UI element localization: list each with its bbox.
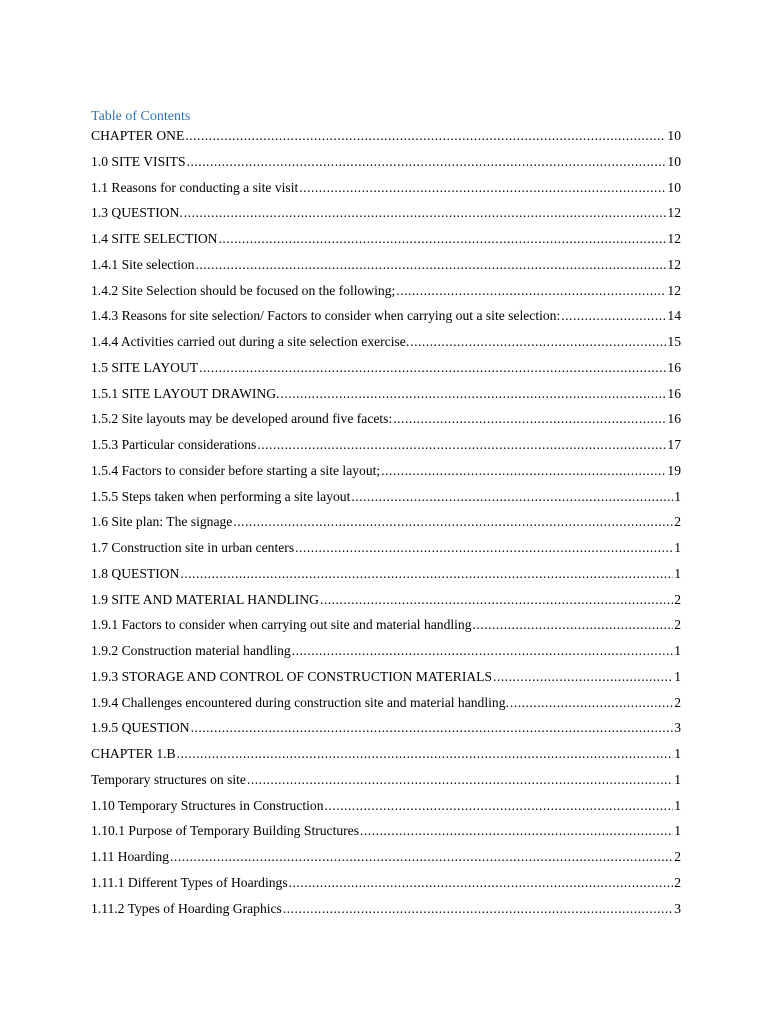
toc-entry[interactable] bbox=[91, 538, 681, 564]
toc-entry[interactable] bbox=[91, 590, 681, 616]
toc-entry[interactable] bbox=[91, 178, 681, 204]
toc-leader-dots bbox=[247, 770, 673, 790]
toc-entry-page: 16 bbox=[667, 359, 681, 375]
toc-title: Table of Contents bbox=[91, 109, 191, 124]
toc-entry-label: 1.5.3 Particular considerations bbox=[91, 437, 257, 452]
toc-entry-page: 14 bbox=[667, 308, 681, 324]
toc-entry[interactable] bbox=[91, 435, 681, 461]
toc-entry-page: 12 bbox=[667, 282, 681, 298]
toc-leader-dots bbox=[257, 435, 666, 455]
toc-entry[interactable] bbox=[91, 358, 681, 384]
toc-entry[interactable] bbox=[91, 615, 681, 641]
toc-entry[interactable] bbox=[91, 641, 681, 667]
toc-leader-dots bbox=[177, 744, 674, 764]
toc-entry[interactable] bbox=[91, 229, 681, 255]
toc-entry[interactable] bbox=[91, 126, 681, 152]
toc-entry-page: 12 bbox=[667, 231, 681, 246]
toc-leader-dots bbox=[199, 358, 666, 378]
toc-entry-page: 1 bbox=[674, 643, 681, 658]
toc-entry-label: 1.5 SITE LAYOUT bbox=[91, 359, 199, 375]
toc-leader-dots bbox=[292, 641, 673, 661]
toc-entry-label: 1.6 Site plan: The signage bbox=[91, 514, 233, 530]
toc-entry-page: 2 bbox=[674, 874, 681, 890]
toc-entry-page: 19 bbox=[667, 462, 681, 478]
toc-entry-label: 1.5.5 Steps taken when performing a site layout bbox=[91, 488, 351, 504]
toc-entry-label: 1.4.4 Activities carried out during a site selection exercise. bbox=[91, 334, 410, 349]
toc-entry-page: 10 bbox=[667, 128, 681, 143]
toc-leader-dots bbox=[184, 203, 667, 223]
toc-entry-label: CHAPTER 1.B bbox=[91, 746, 176, 761]
toc-entry-label: 1.9.1 Factors to consider when carrying out site and material handling bbox=[91, 617, 472, 633]
toc-entry-label: CHAPTER ONE bbox=[91, 128, 185, 143]
toc-leader-dots bbox=[280, 384, 666, 404]
toc-entry-label: 1.11 Hoarding bbox=[91, 849, 170, 864]
toc-leader-dots bbox=[299, 178, 666, 198]
toc-entry-page: 3 bbox=[674, 720, 681, 736]
toc-entry-page: 1 bbox=[674, 746, 681, 761]
toc-entry[interactable] bbox=[91, 152, 681, 178]
toc-entry[interactable] bbox=[91, 409, 681, 435]
toc-entry-page: 1 bbox=[674, 823, 681, 839]
toc-entry[interactable] bbox=[91, 744, 681, 770]
toc-leader-dots bbox=[360, 821, 673, 841]
toc-entry[interactable] bbox=[91, 821, 681, 847]
toc-entry-page: 15 bbox=[667, 334, 681, 349]
toc-entry-label: 1.3 QUESTION. bbox=[91, 205, 183, 221]
toc-entry-page: 17 bbox=[667, 437, 681, 452]
toc-entry-page: 1 bbox=[674, 565, 681, 581]
toc-entry-page: 16 bbox=[667, 385, 681, 401]
toc-entry[interactable] bbox=[91, 281, 681, 307]
toc-leader-dots bbox=[561, 306, 666, 326]
toc-leader-dots bbox=[473, 615, 674, 635]
toc-entry-page: 2 bbox=[674, 514, 681, 530]
toc-entry-page: 1 bbox=[674, 771, 681, 787]
toc-leader-dots bbox=[289, 873, 674, 893]
toc-leader-dots bbox=[191, 718, 674, 738]
toc-entry[interactable] bbox=[91, 306, 681, 332]
toc-entry-page: 12 bbox=[667, 256, 681, 272]
toc-entry-label: 1.4.3 Reasons for site selection/ Factors to consider when carrying out a site selection: bbox=[91, 308, 561, 324]
toc-leader-dots bbox=[233, 512, 673, 532]
toc-leader-dots bbox=[493, 667, 673, 687]
toc-entry-label: 1.7 Construction site in urban centers bbox=[91, 540, 295, 555]
toc-leader-dots bbox=[325, 796, 674, 816]
toc-leader-dots bbox=[393, 409, 666, 429]
toc-entry-label: 1.9 SITE AND MATERIAL HANDLING bbox=[91, 591, 319, 607]
toc-entry-label: 1.9.5 QUESTION bbox=[91, 720, 190, 736]
toc-leader-dots bbox=[410, 332, 666, 352]
toc-leader-dots bbox=[295, 538, 673, 558]
toc-entry-page: 2 bbox=[674, 591, 681, 607]
toc-leader-dots bbox=[351, 487, 673, 507]
toc-entry-label: 1.11.1 Different Types of Hoardings bbox=[91, 874, 288, 890]
toc-entry[interactable] bbox=[91, 693, 681, 719]
toc-entry[interactable] bbox=[91, 667, 681, 693]
toc-entry-label: 1.9.2 Construction material handling bbox=[91, 643, 291, 658]
toc-leader-dots bbox=[396, 281, 666, 301]
toc-leader-dots bbox=[283, 899, 673, 919]
toc-entry[interactable] bbox=[91, 873, 681, 899]
toc-entry-page: 3 bbox=[674, 900, 681, 916]
toc-entry-page: 2 bbox=[674, 849, 681, 864]
toc-entry[interactable] bbox=[91, 796, 681, 822]
toc-entry-label: 1.5.2 Site layouts may be developed around five facets: bbox=[91, 411, 393, 427]
toc-entry[interactable] bbox=[91, 384, 681, 410]
toc-entry[interactable] bbox=[91, 512, 681, 538]
toc-entry-label: 1.4 SITE SELECTION bbox=[91, 231, 218, 246]
toc-entry-label: 1.11.2 Types of Hoarding Graphics bbox=[91, 900, 282, 916]
toc-entry-page: 10 bbox=[667, 179, 681, 195]
toc-entry-label: 1.5.4 Factors to consider before starting a site layout; bbox=[91, 462, 381, 478]
toc-entry[interactable] bbox=[91, 899, 681, 925]
toc-entry-page: 1 bbox=[674, 797, 681, 813]
toc-entry[interactable] bbox=[91, 203, 681, 229]
toc-entry-label: 1.4.2 Site Selection should be focused on the following; bbox=[91, 282, 396, 298]
toc-entry-label: 1.9.4 Challenges encountered during construction site and material handling. bbox=[91, 694, 509, 710]
toc-entry[interactable] bbox=[91, 461, 681, 487]
toc-leader-dots bbox=[195, 255, 666, 275]
toc-leader-dots bbox=[510, 693, 673, 713]
toc-entry-page: 12 bbox=[667, 205, 681, 221]
toc-entry-label: 1.5.1 SITE LAYOUT DRAWING. bbox=[91, 385, 280, 401]
toc-leader-dots bbox=[219, 229, 667, 249]
toc-entry[interactable] bbox=[91, 718, 681, 744]
toc-entry-page: 16 bbox=[667, 411, 681, 427]
toc-entry[interactable] bbox=[91, 332, 681, 358]
toc-entry-label: Temporary structures on site bbox=[91, 771, 246, 787]
toc-entry-label: 1.0 SITE VISITS bbox=[91, 153, 186, 169]
toc-leader-dots bbox=[180, 564, 673, 584]
toc-entry[interactable] bbox=[91, 564, 681, 590]
toc-entry[interactable] bbox=[91, 770, 681, 796]
toc-entry-page: 1 bbox=[674, 488, 681, 504]
toc-entry[interactable] bbox=[91, 487, 681, 513]
toc-leader-dots bbox=[320, 590, 673, 610]
toc-list bbox=[91, 126, 681, 924]
toc-entry-page: 10 bbox=[667, 153, 681, 169]
toc-entry[interactable] bbox=[91, 255, 681, 281]
toc-entry-page: 1 bbox=[674, 668, 681, 684]
toc-entry-label: 1.9.3 STORAGE AND CONTROL OF CONSTRUCTION MATERIALS bbox=[91, 668, 493, 684]
toc-entry-label: 1.8 QUESTION bbox=[91, 565, 180, 581]
toc-leader-dots bbox=[381, 461, 666, 481]
toc-entry[interactable] bbox=[91, 847, 681, 873]
toc-leader-dots bbox=[170, 847, 673, 867]
toc-entry-page: 2 bbox=[674, 617, 681, 633]
toc-leader-dots bbox=[187, 152, 667, 172]
toc-entry-label: 1.10 Temporary Structures in Construction bbox=[91, 797, 324, 813]
toc-entry-label: 1.1 Reasons for conducting a site visit bbox=[91, 179, 299, 195]
toc-entry-page: 2 bbox=[674, 694, 681, 710]
toc-entry-page: 1 bbox=[674, 540, 681, 555]
toc-leader-dots bbox=[185, 126, 666, 146]
toc-entry-label: 1.10.1 Purpose of Temporary Building Structures bbox=[91, 823, 359, 839]
toc-entry-label: 1.4.1 Site selection bbox=[91, 256, 195, 272]
